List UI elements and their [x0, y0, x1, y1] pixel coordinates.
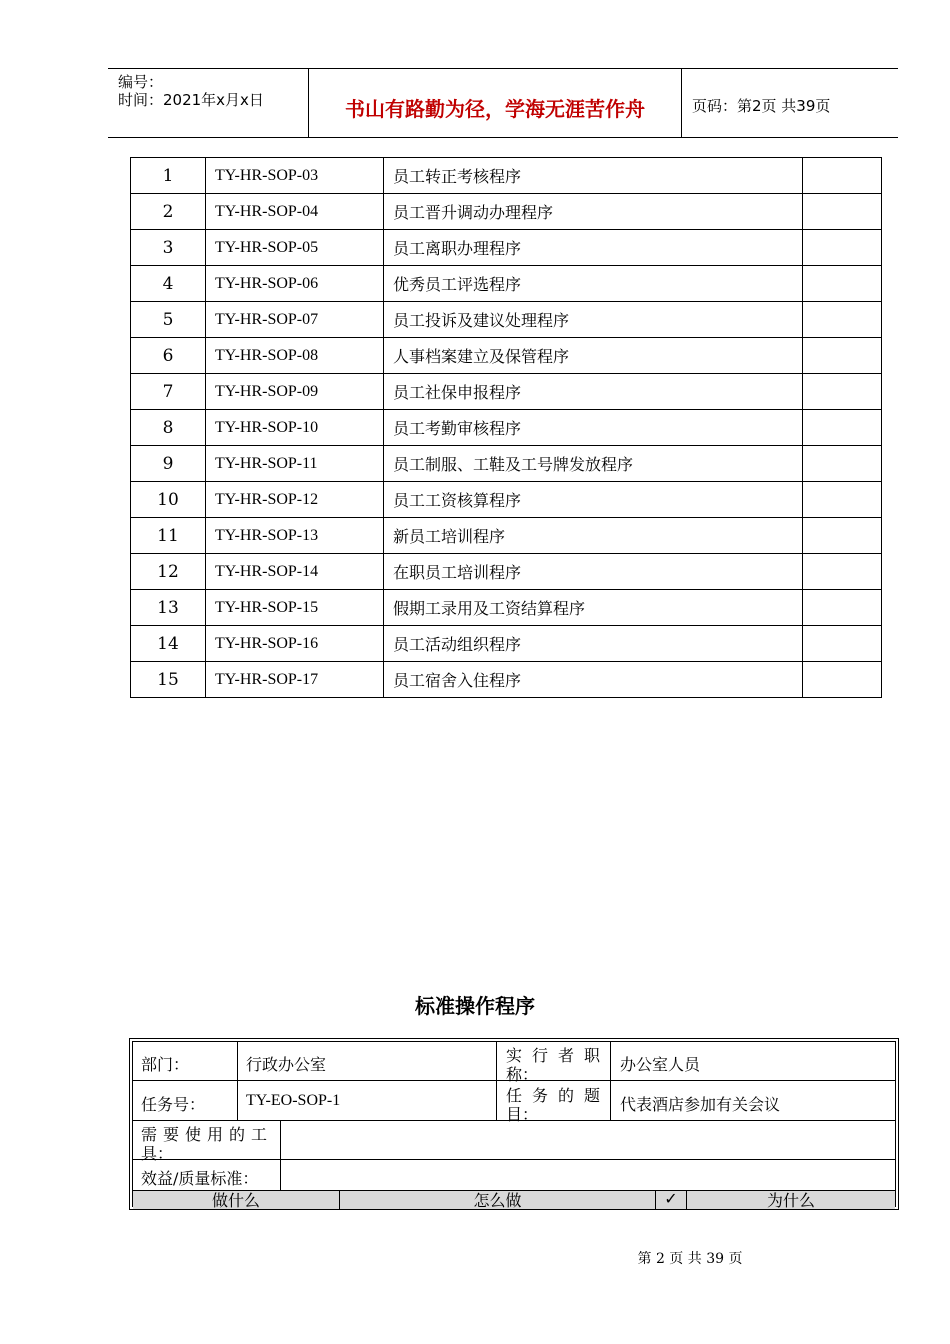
- procedure-name: 新员工培训程序: [384, 518, 803, 554]
- table-row: [131, 626, 882, 662]
- procedure-name: 员工晋升调动办理程序: [384, 194, 803, 230]
- empty-cell: [803, 194, 882, 230]
- procedure-name: 在职员工培训程序: [384, 554, 803, 590]
- empty-cell: [803, 374, 882, 410]
- row-number: 4: [131, 266, 206, 302]
- procedure-code: TY-HR-SOP-08: [206, 338, 384, 374]
- empty-cell: [803, 230, 882, 266]
- row-number: 8: [131, 410, 206, 446]
- procedure-code: TY-HR-SOP-07: [206, 302, 384, 338]
- procedure-name: 员工转正考核程序: [384, 158, 803, 194]
- row-number: 5: [131, 302, 206, 338]
- procedure-code: TY-HR-SOP-13: [206, 518, 384, 554]
- procedure-code: TY-HR-SOP-15: [206, 590, 384, 626]
- procedure-code: TY-HR-SOP-12: [206, 482, 384, 518]
- procedure-code: TY-HR-SOP-09: [206, 374, 384, 410]
- empty-cell: [803, 518, 882, 554]
- quality-label: 效益/质量标准：: [141, 1169, 259, 1188]
- procedure-name: 员工活动组织程序: [384, 626, 803, 662]
- task-no-label: 任务号：: [141, 1095, 206, 1114]
- procedure-code: TY-HR-SOP-10: [206, 410, 384, 446]
- col-what-header: 做什么: [211, 1191, 260, 1210]
- empty-cell: [803, 338, 882, 374]
- procedure-name: 员工宿舍入住程序: [384, 662, 803, 698]
- row-number: 6: [131, 338, 206, 374]
- empty-cell: [803, 302, 882, 338]
- empty-cell: [803, 446, 882, 482]
- tools-label-cont: 具：: [141, 1144, 174, 1163]
- table-row: [131, 374, 882, 410]
- procedure-name: 员工离职办理程序: [384, 230, 803, 266]
- table-row: [131, 410, 882, 446]
- row-number: 3: [131, 230, 206, 266]
- table-row: [131, 158, 882, 194]
- table-row: [131, 338, 882, 374]
- empty-cell: [803, 410, 882, 446]
- table-row: [131, 266, 882, 302]
- check-icon: ✓: [664, 1189, 678, 1208]
- page-info: 页码：第2页 共39页: [692, 97, 831, 115]
- header-motto-cell: [309, 69, 682, 137]
- table-row: [131, 482, 882, 518]
- table-row: [131, 446, 882, 482]
- header-page-cell: [682, 69, 898, 137]
- page-footer: 第 2 页 共 39 页: [637, 1251, 743, 1267]
- row-number: 9: [131, 446, 206, 482]
- sop-form: [129, 1038, 899, 1210]
- procedure-code: TY-HR-SOP-11: [206, 446, 384, 482]
- procedure-code: TY-HR-SOP-05: [206, 230, 384, 266]
- procedure-code: TY-HR-SOP-06: [206, 266, 384, 302]
- motto-text: 书山有路勤为径，学海无涯苦作舟: [345, 97, 645, 121]
- executor-value: 办公室人员: [620, 1055, 701, 1074]
- col-why-header: 为什么: [766, 1191, 815, 1210]
- task-title-value: 代表酒店参加有关会议: [620, 1095, 781, 1114]
- table-row: [131, 302, 882, 338]
- col-how-header: 怎么做: [473, 1191, 522, 1210]
- procedure-code: TY-HR-SOP-14: [206, 554, 384, 590]
- procedure-name: 人事档案建立及保管程序: [384, 338, 803, 374]
- row-number: 1: [131, 158, 206, 194]
- col-divider: [496, 1042, 497, 1120]
- sop-title: 标准操作程序: [415, 994, 535, 1018]
- page-header: [108, 68, 898, 138]
- procedure-code: TY-HR-SOP-17: [206, 662, 384, 698]
- table-row: [131, 554, 882, 590]
- procedure-name: 员工工资核算程序: [384, 482, 803, 518]
- row-number: 12: [131, 554, 206, 590]
- procedure-code: TY-HR-SOP-04: [206, 194, 384, 230]
- procedure-name: 员工投诉及建议处理程序: [384, 302, 803, 338]
- executor-label-cont: 称：: [506, 1065, 539, 1084]
- task-no-value: TY-EO-SOP-1: [246, 1092, 341, 1109]
- row-number: 7: [131, 374, 206, 410]
- empty-cell: [803, 554, 882, 590]
- procedure-name: 员工制服、工鞋及工号牌发放程序: [384, 446, 803, 482]
- time-label: 时间：2021年x月x日: [118, 91, 264, 109]
- dept-label: 部门：: [141, 1055, 190, 1074]
- header-meta-cell: [108, 69, 309, 137]
- table-row: [131, 194, 882, 230]
- table-row: [131, 230, 882, 266]
- procedure-code: TY-HR-SOP-03: [206, 158, 384, 194]
- task-title-label-cont: 目：: [506, 1105, 539, 1124]
- tools-label: 需要使用的工: [141, 1125, 274, 1144]
- empty-cell: [803, 266, 882, 302]
- dept-value: 行政办公室: [246, 1055, 327, 1074]
- table-row: [131, 662, 882, 698]
- empty-cell: [803, 158, 882, 194]
- row-number: 15: [131, 662, 206, 698]
- task-title-label: 任务的题: [506, 1086, 611, 1105]
- row-number: 14: [131, 626, 206, 662]
- procedure-list-table: [130, 157, 882, 698]
- procedure-name: 员工社保申报程序: [384, 374, 803, 410]
- col-divider: [610, 1042, 611, 1120]
- procedure-name: 员工考勤审核程序: [384, 410, 803, 446]
- row-number: 11: [131, 518, 206, 554]
- row-number: 10: [131, 482, 206, 518]
- table-row: [131, 518, 882, 554]
- number-label: 编号：: [118, 73, 164, 91]
- procedure-name: 优秀员工评选程序: [384, 266, 803, 302]
- table-row: [131, 590, 882, 626]
- executor-label: 实行者职: [506, 1046, 611, 1065]
- empty-cell: [803, 482, 882, 518]
- procedure-name: 假期工录用及工资结算程序: [384, 590, 803, 626]
- procedure-code: TY-HR-SOP-16: [206, 626, 384, 662]
- row-divider: [133, 1159, 895, 1160]
- empty-cell: [803, 662, 882, 698]
- row-number: 2: [131, 194, 206, 230]
- row-number: 13: [131, 590, 206, 626]
- col-divider: [280, 1120, 281, 1190]
- empty-cell: [803, 590, 882, 626]
- col-divider: [237, 1042, 238, 1120]
- empty-cell: [803, 626, 882, 662]
